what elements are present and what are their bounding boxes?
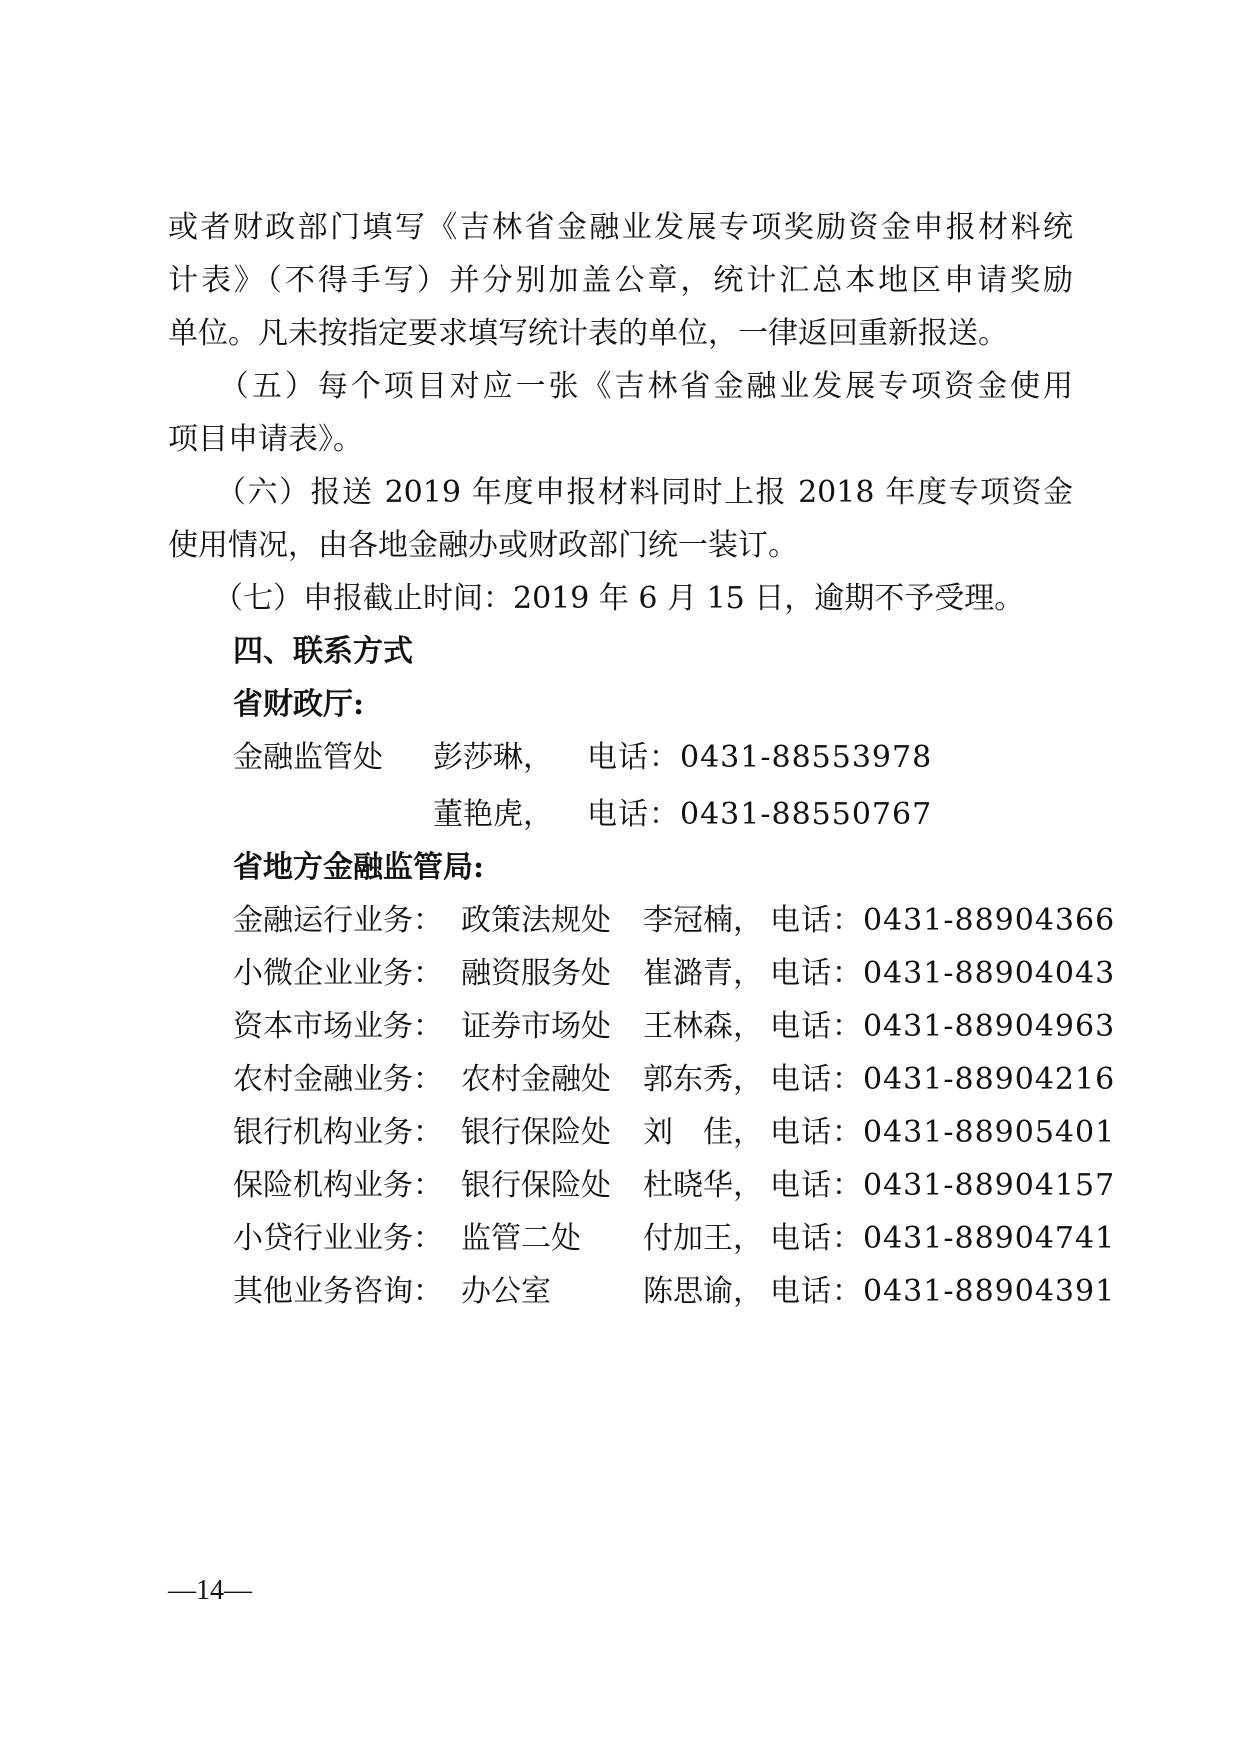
contact-category: 资本市场业务： <box>233 1009 443 1044</box>
body-line-6: （六）报送 2019 年度申报材料同时上报 2018 年度专项资金 <box>168 475 1073 510</box>
contact-phone: 电话：0431-88904043 <box>770 956 1116 991</box>
contact-phone: 电话：0431-88904391 <box>770 1274 1116 1309</box>
contact-phone: 电话：0431-88905401 <box>770 1115 1116 1150</box>
contact-person: 杜晓华， <box>643 1168 763 1203</box>
contact-person: 刘 佳， <box>643 1115 763 1150</box>
contact-phone: 电话：0431-88550767 <box>587 797 933 832</box>
contact-phone: 电话：0431-88904216 <box>770 1062 1116 1097</box>
contact-person: 李冠楠， <box>643 903 763 938</box>
contact-category: 其他业务咨询： <box>233 1274 443 1309</box>
contact-category: 小微企业业务： <box>233 956 443 991</box>
contact-person: 陈思谕， <box>643 1274 763 1309</box>
contact-division: 监管二处 <box>461 1221 581 1256</box>
contact-phone: 电话：0431-88904963 <box>770 1009 1116 1044</box>
contact-division: 农村金融处 <box>461 1062 611 1097</box>
section-heading: 四、联系方式 <box>233 634 413 669</box>
contact-person: 彭莎琳， <box>433 740 553 775</box>
contact-category: 保险机构业务： <box>233 1168 443 1203</box>
contact-person: 王林森， <box>643 1009 763 1044</box>
body-line-1: 或者财政部门填写《吉林省金融业发展专项奖励资金申报材料统 <box>168 210 1073 245</box>
contact-division: 金融监管处 <box>233 740 383 775</box>
body-line-7: 使用情况，由各地金融办或财政部门统一装订。 <box>168 528 798 563</box>
contact-person: 董艳虎， <box>433 797 553 832</box>
contact-person: 郭东秀， <box>643 1062 763 1097</box>
contact-division: 融资服务处 <box>461 956 611 991</box>
finance-dept-heading: 省财政厅: <box>233 687 365 722</box>
page-number: —14— <box>168 1575 252 1606</box>
body-line-5: 项目申请表》。 <box>168 422 363 457</box>
contact-category: 小贷行业业务： <box>233 1221 443 1256</box>
contact-phone: 电话：0431-88904157 <box>770 1168 1116 1203</box>
contact-division: 证券市场处 <box>461 1009 611 1044</box>
contact-category: 农村金融业务： <box>233 1062 443 1097</box>
body-line-3: 单位。凡未按指定要求填写统计表的单位，一律返回重新报送。 <box>168 316 1008 351</box>
contact-division: 办公室 <box>461 1274 551 1309</box>
contact-phone: 电话：0431-88904741 <box>770 1221 1116 1256</box>
contact-category: 银行机构业务： <box>233 1115 443 1150</box>
financial-bureau-heading: 省地方金融监管局: <box>233 850 485 885</box>
contact-phone: 电话：0431-88904366 <box>770 903 1116 938</box>
body-line-2: 计表》（不得手写）并分别加盖公章，统计汇总本地区申请奖励 <box>168 263 1073 298</box>
contact-person: 崔潞青， <box>643 956 763 991</box>
contact-division: 银行保险处 <box>461 1168 611 1203</box>
body-line-4: （五）每个项目对应一张《吉林省金融业发展专项资金使用 <box>168 369 1073 404</box>
contact-division: 银行保险处 <box>461 1115 611 1150</box>
contact-person: 付加王， <box>643 1221 763 1256</box>
contact-division: 政策法规处 <box>461 903 611 938</box>
contact-category: 金融运行业务： <box>233 903 443 938</box>
body-line-8: （七）申报截止时间：2019 年 6 月 15 日，逾期不予受理。 <box>168 581 1025 616</box>
contact-phone: 电话：0431-88553978 <box>587 740 933 775</box>
